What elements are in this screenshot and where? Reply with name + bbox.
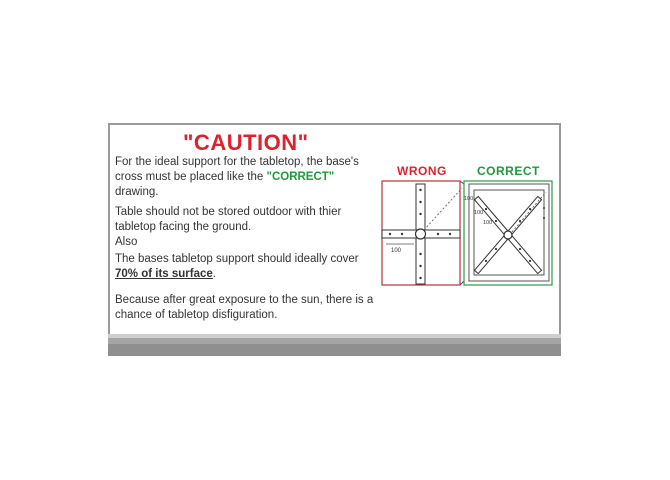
instruction-paragraph-coverage xyxy=(115,252,377,282)
wrong-label: WRONG xyxy=(397,164,447,178)
para4-end: . xyxy=(212,268,216,280)
coverage-highlight: 70% of its surface xyxy=(115,268,213,280)
correct-dim-text-1: 100 xyxy=(464,196,474,202)
correct-highlight: "CORRECT" xyxy=(266,171,335,183)
correct-center-hub xyxy=(504,231,512,239)
instruction-paragraph-storage: Table should not be stored outdoor with thier tabletop facing the ground. xyxy=(115,206,342,233)
correct-dim-text-3: 100 xyxy=(483,220,493,226)
instruction-paragraph-cross-placement xyxy=(115,155,377,200)
para1-text: For the ideal support for the tabletop, the base's cross must be placed like the xyxy=(115,156,359,183)
base-placement-diagram xyxy=(378,178,556,288)
panel-footer-band xyxy=(108,334,561,356)
para1-end: drawing. xyxy=(115,186,159,198)
wrong-diagram xyxy=(382,181,464,285)
para4-text: The bases tabletop support should ideally cover xyxy=(115,253,359,265)
correct-dim-text-2: 100 xyxy=(474,210,484,216)
wrong-dim-text: 100 xyxy=(391,248,402,254)
correct-diagram xyxy=(464,181,552,285)
instruction-also: Also xyxy=(115,236,138,248)
instruction-paragraph-sun: Because after great exposure to the sun, there is a chance of tabletop disfiguration. xyxy=(115,294,374,321)
wrong-center-hub xyxy=(416,229,426,239)
caution-title: "CAUTION" xyxy=(183,130,309,155)
correct-label: CORRECT xyxy=(477,164,540,178)
